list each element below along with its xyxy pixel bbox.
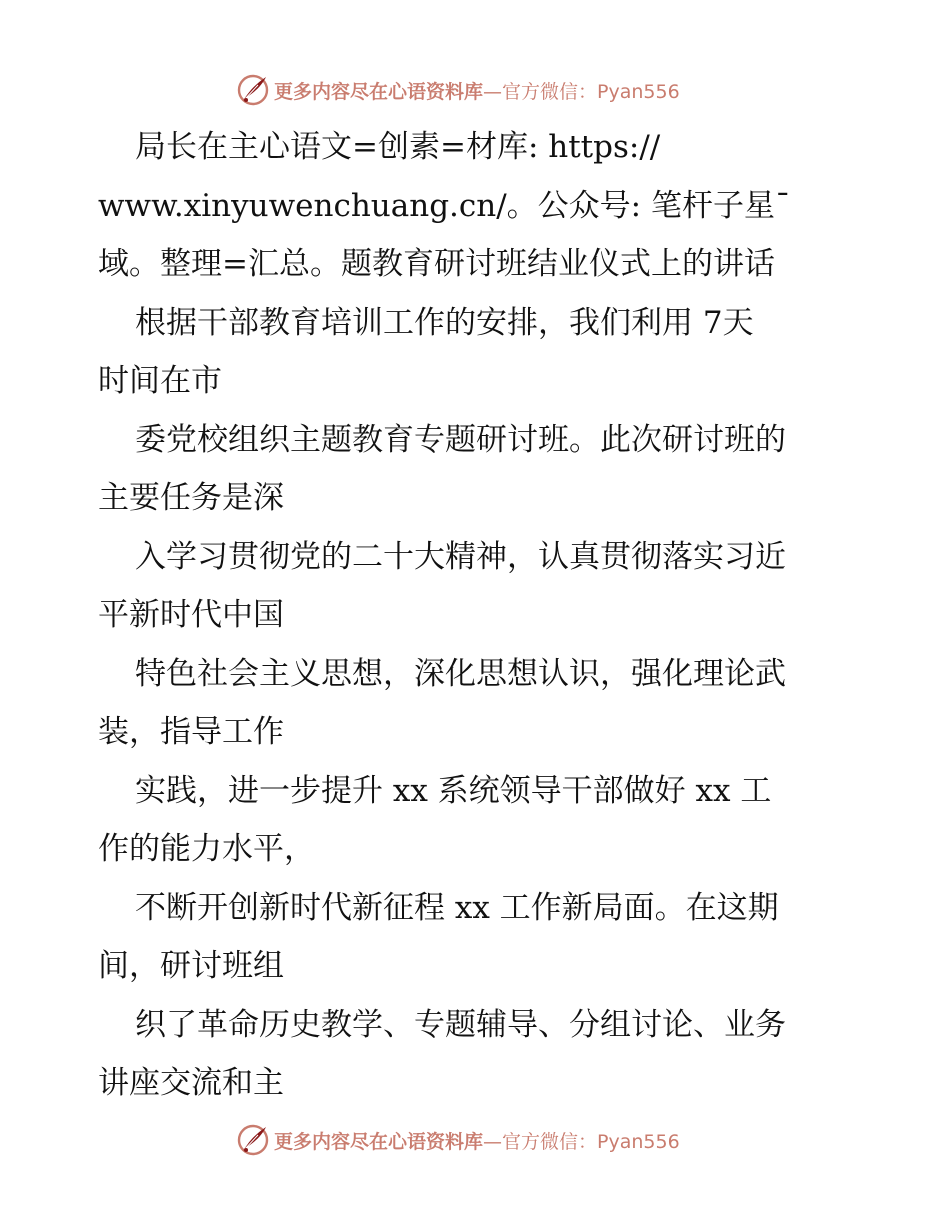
text-line: 入学习贯彻党的二十大精神，认真贯彻落实习近 — [135, 538, 786, 575]
text-line: 作的能力水平， — [98, 831, 315, 867]
wechat-text: —官方微信：Pyan556 — [483, 1130, 680, 1153]
text-line: 局长在主心语文=创素=材库: https:// — [135, 129, 661, 165]
text-line: 时间在市 — [98, 363, 222, 399]
promo-text: 更多内容尽在心语资料库 — [274, 80, 484, 103]
header-banner — [236, 72, 680, 108]
wechat-text: —官方微信：Pyan556 — [483, 80, 680, 103]
text-line: 织了革命历史教学、专题辅导、分组讨论、业务 — [135, 1006, 786, 1043]
text-line: 主要任务是深 — [98, 480, 284, 516]
feather-pen-logo-icon — [236, 1123, 270, 1157]
text-line: 根据干部教育培训工作的安排，我们利用 7天 — [135, 304, 754, 341]
text-line: 平新时代中国 — [98, 597, 284, 633]
text-line: 特色社会主义思想，深化思想认识，强化理论武 — [135, 655, 786, 692]
text-line: 讲座交流和主 — [98, 1065, 284, 1101]
text-line: 域。整理=汇总。题教育研讨班结业仪式上的讲话 — [98, 246, 775, 282]
promo-text: 更多内容尽在心语资料库 — [274, 1130, 484, 1153]
text-line: 间，研讨班组 — [98, 948, 284, 984]
feather-pen-logo-icon — [236, 73, 270, 107]
text-line: 不断开创新时代新征程 xx 工作新局面。在这期 — [135, 889, 779, 926]
text-line: 实践，进一步提升 xx 系统领导干部做好 xx 工 — [135, 772, 772, 809]
footer-banner — [236, 1122, 680, 1158]
text-line: 委党校组织主题教育专题研讨班。此次研讨班的 — [135, 421, 786, 458]
document-body — [98, 118, 868, 1108]
text-line: www.xinyuwenchuang.cn/。公众号: 笔杆子星¯ — [98, 187, 791, 224]
text-line: 装，指导工作 — [98, 714, 284, 750]
